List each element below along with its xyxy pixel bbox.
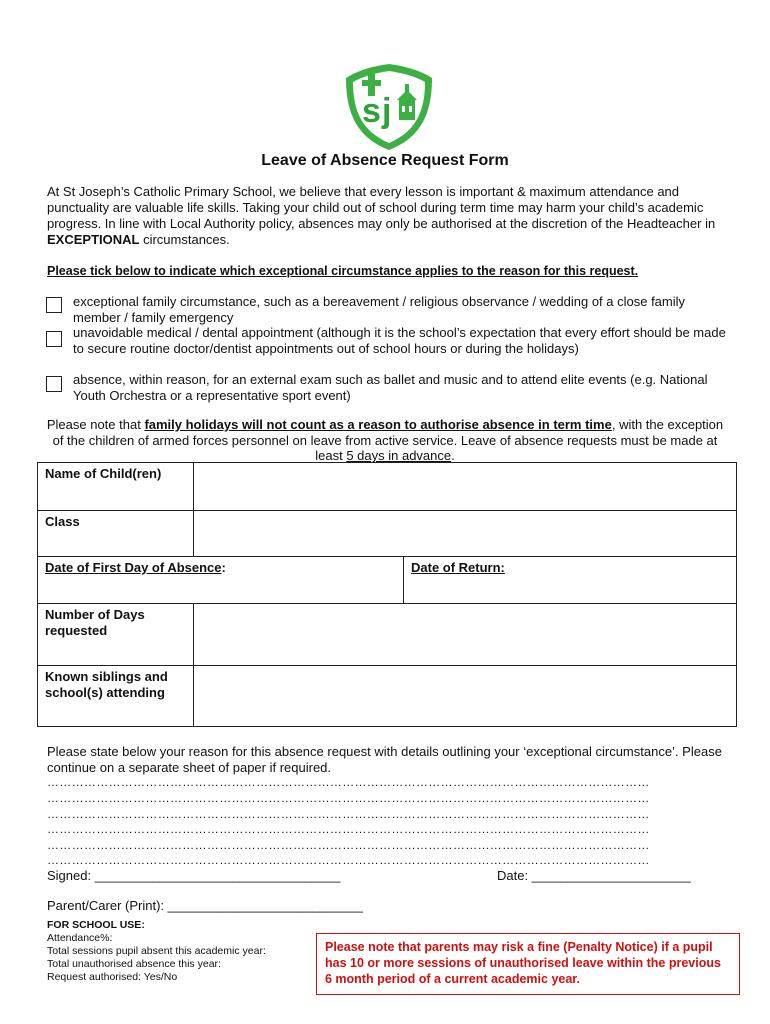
first-day-field[interactable]: Date of First Day of Absence: — [38, 557, 404, 604]
svg-text:s: s — [362, 92, 381, 130]
siblings-field[interactable] — [194, 666, 737, 727]
school-use-section — [47, 919, 266, 984]
absent-sessions-label: Total sessions pupil absent this academic year: — [47, 945, 266, 957]
name-field[interactable] — [194, 463, 737, 511]
school-use-heading: FOR SCHOOL USE: — [47, 919, 145, 931]
date-field[interactable]: Date: ______________________ — [497, 868, 691, 883]
request-form-table — [37, 462, 737, 727]
days-label: Number of Days requested — [38, 604, 194, 666]
option-external-exam: absence, within reason, for an external exam such as ballet and music and to attend elite events (e.g. National Youth Orchestra or a representative sport event) — [46, 372, 736, 404]
holiday-note: Please note that family holidays will not count as a reason to authorise absence in term time, with the exception of the children of armed forces personnel on leave from active service. Leave of absence requests must be made at least 5 days in advance. — [46, 417, 724, 463]
first-day-label: Date of First Day of Absence — [45, 560, 222, 575]
attendance-label: Attendance%: — [47, 932, 113, 944]
return-date-label: Date of Return: — [411, 560, 505, 575]
checkbox-family-circumstance[interactable] — [46, 297, 62, 313]
reason-line[interactable]: ………………………………………………………………………………………………………………………………… — [47, 838, 650, 852]
siblings-label: Known siblings and school(s) attending — [38, 666, 194, 727]
tick-instruction: Please tick below to indicate which exceptional circumstance applies to the reason for this request. — [47, 264, 639, 278]
class-field[interactable] — [194, 511, 737, 557]
reason-line[interactable]: ………………………………………………………………………………………………………………………………… — [47, 791, 650, 805]
svg-text:j: j — [382, 92, 392, 130]
days-field[interactable] — [194, 604, 737, 666]
reason-line[interactable]: ………………………………………………………………………………………………………………………………… — [47, 853, 650, 867]
reason-prompt: Please state below your reason for this absence request with details outlining your ‘exceptional circumstance’. Please continue on a separate sheet of paper if required. — [47, 744, 722, 775]
name-label: Name of Child(ren) — [38, 463, 194, 511]
option-family-circumstance: exceptional family circumstance, such as a bereavement / religious observance / wedding of a close family member / family emergency — [46, 294, 736, 326]
checkbox-external-exam[interactable] — [46, 376, 62, 392]
return-date-field[interactable] — [404, 557, 737, 604]
page-title: Leave of Absence Request Form — [261, 152, 509, 169]
intro-paragraph: At St Joseph’s Catholic Primary School, we believe that every lesson is important & maximum attendance and punctuality are valuable life skills. Taking your child out of school during term time may harm your child’s academic progress. In line with Local Authority policy, absences may only be authorised at the discretion of the Headteacher in EXCEPTIONAL circumstances. — [47, 184, 716, 247]
class-label: Class — [38, 511, 194, 557]
parent-name-field[interactable]: Parent/Carer (Print): ___________________________ — [47, 898, 363, 913]
school-logo — [342, 60, 436, 154]
reason-line[interactable]: ………………………………………………………………………………………………………………………………… — [47, 775, 650, 789]
checkbox-medical-appointment[interactable] — [46, 331, 62, 347]
option-medical-appointment: unavoidable medical / dental appointment (although it is the school’s expectation that every effort should be made to secure routine doctor/dentist appointments out of school hours or during the holidays) — [46, 325, 736, 373]
penalty-notice: Please note that parents may risk a fine (Penalty Notice) if a pupil has 10 or more sessions of unauthorised leave within the previous 6 month period of a current academic year. — [316, 933, 740, 995]
signature-field[interactable]: Signed: __________________________________ — [47, 868, 341, 883]
unauthorised-label: Total unauthorised absence this year: — [47, 958, 221, 970]
reason-line[interactable]: ………………………………………………………………………………………………………………………………… — [47, 807, 650, 821]
reason-line[interactable]: ………………………………………………………………………………………………………………………………… — [47, 822, 650, 836]
authorised-label: Request authorised: Yes/No — [47, 971, 178, 983]
